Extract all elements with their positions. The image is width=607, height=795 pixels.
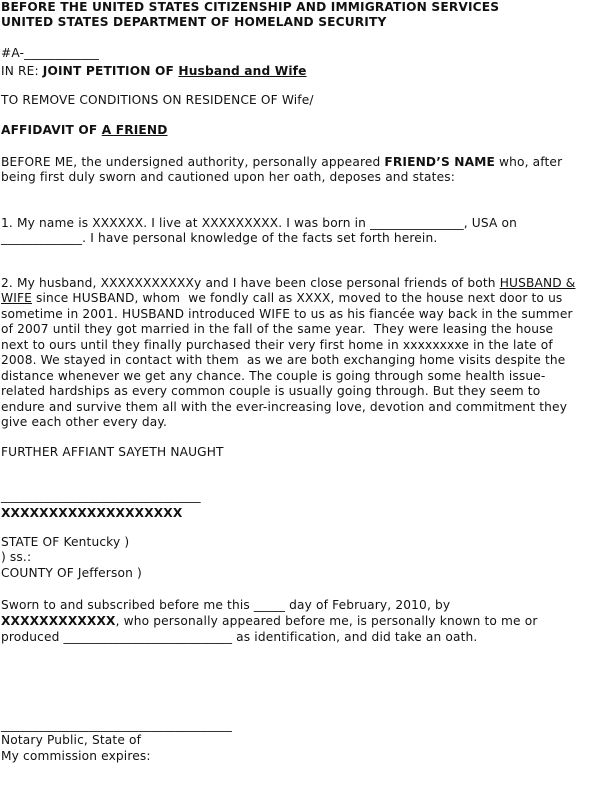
jurat-line-3: produced ___________________________ as identification, and did take an oath. (1, 630, 478, 644)
affidavit-title-prefix: AFFIDAVIT OF (1, 123, 102, 137)
para2-line-8: related hardships as every common couple is usually going through. But they seem to (1, 384, 541, 398)
signature-name: XXXXXXXXXXXXXXXXXXX (1, 506, 183, 520)
para2-line-7: distance whenever we get any chance. The couple is going through some health issue- (1, 369, 546, 383)
para1-line-1: 1. My name is XXXXXX. I live at XXXXXXXXX. I was born in _______________, USA on (1, 216, 517, 230)
friend-name: FRIEND’S NAME (384, 155, 495, 169)
affidavit-title (1, 123, 168, 138)
header-line-1: BEFORE THE UNITED STATES CITIZENSHIP AND IMMIGRATION SERVICES (1, 0, 500, 14)
notary-signature-line: _____________________________________ (1, 718, 233, 732)
para2-text: since HUSBAND, whom we fondly call as XXXX, moved to the house next door to us (31, 291, 563, 305)
para2-text: 2. My husband, XXXXXXXXXXXy and I have been close personal friends of both (1, 276, 500, 290)
husband-underlined: HUSBAND & (499, 276, 576, 290)
para2-line-5: next to ours until they finally purchased their very first home in xxxxxxxxe in the late of (1, 338, 553, 352)
commission-expires: My commission expires: (1, 749, 151, 763)
in-re-line (1, 64, 307, 79)
in-re-prefix: IN RE: (1, 64, 43, 78)
venue-ss: ) ss.: (1, 550, 32, 564)
jurat-line-1: Sworn to and subscribed before me this _____ day of February, 2010, by (1, 598, 451, 612)
intro-text-a: BEFORE ME, the undersigned authority, personally appeared (1, 155, 385, 169)
affiant-name: XXXXXXXXXXXX (1, 614, 116, 628)
further-affiant: FURTHER AFFIANT SAYETH NAUGHT (1, 445, 224, 459)
intro-line-1 (1, 155, 562, 170)
header-line-2: UNITED STATES DEPARTMENT OF HOMELAND SECURITY (1, 15, 387, 29)
in-re-names: Husband and Wife (178, 64, 307, 78)
wife-underlined: WIFE (1, 291, 32, 305)
intro-line-2: being first duly sworn and cautioned upon her oath, deposes and states: (1, 170, 455, 184)
para2-line-2 (1, 291, 562, 306)
para2-line-6: 2008. We stayed in contact with them as we are both exchanging home visits despite the (1, 353, 566, 367)
para2-line-1 (1, 276, 575, 291)
signature-line: ________________________________ (1, 489, 201, 503)
jurat-line-2 (1, 614, 538, 629)
para2-line-3: sometime in 2001. HUSBAND introduced WIFE to us as his fiancée way back in the summer (1, 307, 573, 321)
jurat-text: , who personally appeared before me, is personally known to me or (115, 614, 538, 628)
notary-title: Notary Public, State of (1, 733, 142, 747)
venue-state: STATE OF Kentucky ) (1, 535, 130, 549)
para2-line-4: of 2007 until they got married in the fall of the same year. They were leasing the house (1, 322, 554, 336)
a-number: #A-____________ (1, 46, 100, 60)
para2-line-10: give each other every day. (1, 415, 168, 429)
para1-line-2: _____________. I have personal knowledge of the facts set forth herein. (1, 231, 438, 245)
affidavit-title-underlined: A FRIEND (101, 123, 168, 137)
venue-county: COUNTY OF Jefferson ) (1, 566, 142, 580)
intro-text-b: who, after (494, 155, 563, 169)
in-re-bold: JOINT PETITION OF (42, 64, 179, 78)
para2-line-9: endure and survive them all with the ever-increasing love, devotion and commitment they (1, 400, 568, 414)
purpose-line: TO REMOVE CONDITIONS ON RESIDENCE OF Wife/ (1, 93, 314, 107)
